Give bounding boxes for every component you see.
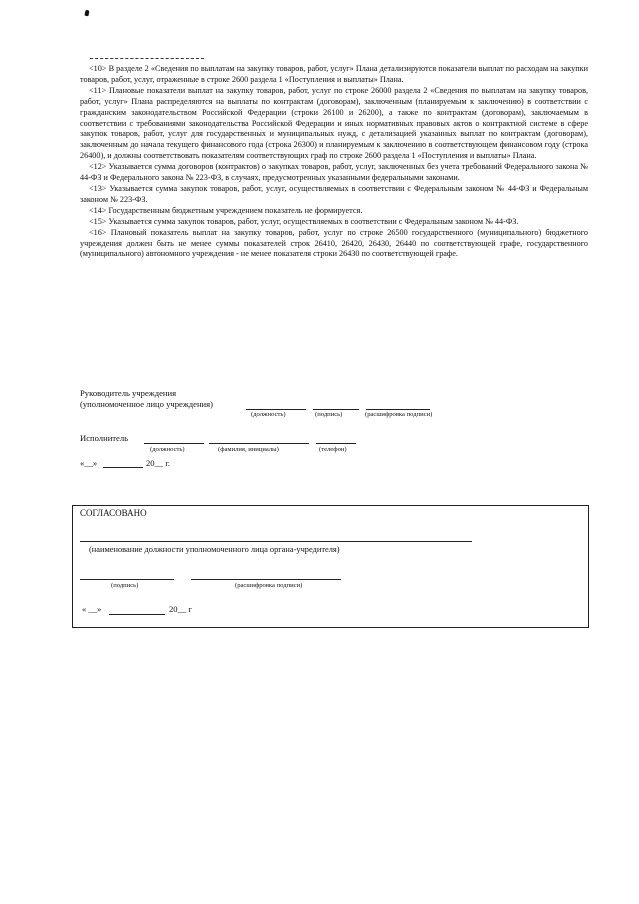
executor-name-caption: (фамилия, инициалы) (218, 446, 279, 453)
footnote-separator (90, 58, 204, 59)
footnote-text: Указывается сумма закупок товаров, работ, услуг, осуществляемых в соответствии с Федеральным законом № 44-ФЗ. (108, 216, 519, 226)
footnote-mark: <10> (89, 64, 107, 73)
approval-signature-caption: (подпись) (111, 582, 139, 589)
executor-date-year: 20__ г. (146, 458, 171, 468)
head-title: Руководитель учреждения (80, 388, 177, 398)
footnote-13 (80, 184, 588, 206)
head-subtitle: (уполномоченное лицо учреждения) (80, 399, 213, 409)
footnote-11 (80, 86, 588, 162)
footnote-10 (80, 64, 588, 86)
approval-title: СОГЛАСОВАНО (80, 508, 147, 518)
footnote-14 (80, 206, 588, 217)
footnote-16 (80, 228, 588, 261)
footnotes (80, 64, 588, 260)
footnote-mark: <16> (89, 227, 107, 237)
approval-date-month-line (109, 614, 165, 615)
head-signature-line (313, 409, 359, 410)
executor-label: Исполнитель (80, 433, 129, 443)
executor-phone-line (316, 443, 356, 444)
footnote-mark: <15> (89, 216, 107, 226)
head-decoding-caption: (расшифровка подписи) (365, 411, 433, 418)
approval-caption: (наименование должности уполномоченного лица органа-учредителя) (89, 545, 340, 554)
executor-name-line (209, 443, 309, 444)
executor-date-day: «__» (80, 458, 98, 468)
executor-position-caption: (должность) (150, 446, 185, 453)
approval-box (72, 505, 589, 628)
footnote-12 (80, 162, 588, 184)
executor-position-line (144, 443, 204, 444)
footnote-mark: <14> (89, 205, 107, 215)
head-position-line (246, 409, 306, 410)
approval-date-year: 20__ г (169, 604, 192, 614)
head-position-caption: (должность) (251, 411, 286, 418)
approval-signature-line (80, 579, 174, 580)
approval-position-line (80, 541, 472, 542)
footnote-text: Указывается сумма закупок товаров, работ, услуг, осуществляемых в соответствии с Федеральным законом № 44-ФЗ и Федеральным законом № 223-ФЗ. (80, 183, 589, 204)
executor-phone-caption: (телефон) (319, 446, 347, 453)
footnote-text: Государственным бюджетным учреждением показатель не формируется. (108, 205, 363, 215)
footnote-text: Плановый показатель выплат на закупку товаров, работ, услуг по строке 26500 государственного (муниципального) бюджетного учреждения должен быть не менее суммы показателей строк 26410, 26420, 26430, 26440 по соответствующей графе, государственного (муниципального) автономного учреждения - не менее показателя строки 26430 по соответствующей графе. (80, 227, 589, 259)
footnote-text: В разделе 2 «Сведения по выплатам на закупку товаров, работ, услуг» Плана детализируются показатели выплат по расходам на закупки товаров, работ, услуг, отраженные в строке 2600 раздела 1 «Поступления и выплаты» Плана. (80, 64, 588, 84)
executor-date-month-line (103, 467, 143, 468)
footnote-text: Указывается сумма договоров (контрактов) о закупках товаров, работ, услуг, заключенных без учета требований Федерального закона № 44-ФЗ и Федерального закона № 223-ФЗ, в случаях, предусмотренных указанными федеральными законами. (80, 162, 588, 183)
head-decoding-line (366, 409, 430, 410)
approval-decoding-caption: (расшифровка подписи) (235, 582, 303, 589)
head-signature-caption: (подпись) (315, 411, 343, 418)
footnote-mark: <11> (89, 85, 107, 95)
footnote-text: Плановые показатели выплат на закупку товаров, работ, услуг по строке 26000 раздела 2 «Сведения по выплатам на закупку товаров, работ, услуг» Плана распределяются на выплаты по контрактам (договорам), заключенным (планируемым к заключению) в соответствии с гражданским законодательством Российской Федерации (строки 26100 и 26200), а также по контрактам (договорам), заключаемым в соответствии с требованиями законодательства Российской Федерации и иных нормативных правовых актов о контрактной системе в сфере закупок товаров, работ, услуг для государственных и муниципальных нужд, с детализацией указанных выплат по контрактам (договорам), заключенным до начала текущего финансового года (строка 26300) и планируемым к заключению в соответствующем финансовом году (строка 26400), и должны соответствовать показателям соответствующих граф по строке 2600 раздела 1 «Поступления и выплаты» Плана. (80, 85, 589, 161)
footnote-mark: <12> (89, 162, 107, 172)
approval-date-day: « __» (82, 604, 102, 614)
footnote-15 (80, 217, 588, 228)
scan-mark (84, 10, 89, 17)
footnote-mark: <13> (89, 183, 107, 193)
approval-decoding-line (191, 579, 341, 580)
